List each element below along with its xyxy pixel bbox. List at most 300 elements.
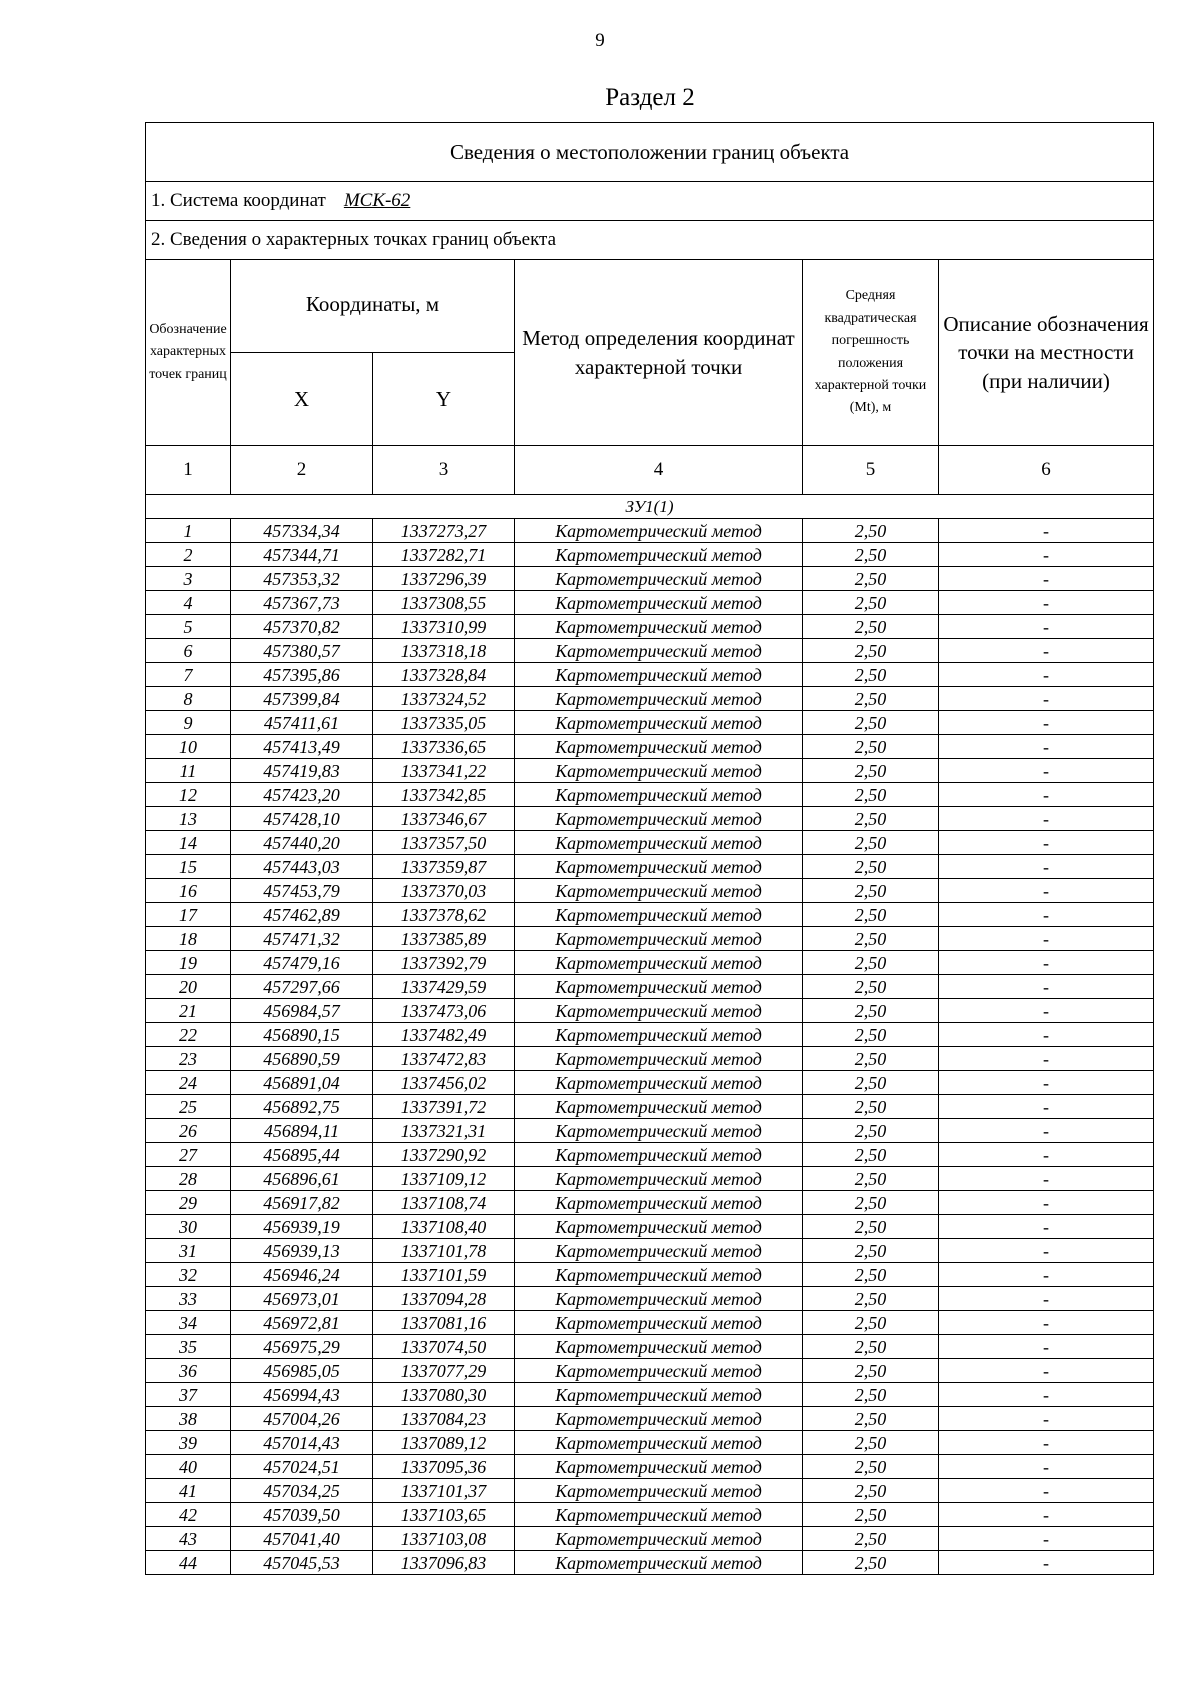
y-coordinate-cell: 1337346,67 [373,807,515,831]
y-coordinate-cell: 1337101,59 [373,1263,515,1287]
y-coordinate-cell: 1337095,36 [373,1455,515,1479]
y-coordinate-cell: 1337429,59 [373,975,515,999]
point-number-cell: 10 [146,735,231,759]
method-cell: Картометрический метод [515,1071,803,1095]
accuracy-cell: 2,50 [803,567,939,591]
x-coordinate-cell: 456895,44 [231,1143,373,1167]
point-number-cell: 34 [146,1311,231,1335]
description-cell: - [939,903,1154,927]
method-cell: Картометрический метод [515,879,803,903]
table-row [146,927,1154,951]
x-coordinate-cell: 457462,89 [231,903,373,927]
header-coordinates: Координаты, м [231,260,515,353]
x-coordinate-cell: 457045,53 [231,1551,373,1575]
description-cell: - [939,783,1154,807]
method-cell: Картометрический метод [515,711,803,735]
method-cell: Картометрический метод [515,1119,803,1143]
point-number-cell: 38 [146,1407,231,1431]
accuracy-cell: 2,50 [803,1167,939,1191]
x-coordinate-cell: 457380,57 [231,639,373,663]
y-coordinate-cell: 1337273,27 [373,519,515,543]
description-cell: - [939,1287,1154,1311]
method-cell: Картометрический метод [515,735,803,759]
point-number-cell: 30 [146,1215,231,1239]
method-cell: Картометрический метод [515,1503,803,1527]
x-coordinate-cell: 457419,83 [231,759,373,783]
page-number: 9 [595,30,605,51]
method-cell: Картометрический метод [515,975,803,999]
point-number-cell: 16 [146,879,231,903]
method-cell: Картометрический метод [515,1407,803,1431]
point-number-cell: 25 [146,1095,231,1119]
table-row [146,759,1154,783]
x-coordinate-cell: 457004,26 [231,1407,373,1431]
accuracy-cell: 2,50 [803,1143,939,1167]
header-accuracy: Средняя квадратическая погрешность положения характерной точки (Mt), м [803,260,939,446]
header-y: Y [373,353,515,446]
method-cell: Картометрический метод [515,1527,803,1551]
point-number-cell: 5 [146,615,231,639]
method-cell: Картометрический метод [515,1287,803,1311]
table-row [146,1479,1154,1503]
coord-system-label: 1. Система координат [151,190,326,211]
accuracy-cell: 2,50 [803,1335,939,1359]
table-row [146,1407,1154,1431]
point-number-cell: 41 [146,1479,231,1503]
method-cell: Картометрический метод [515,1263,803,1287]
table-row [146,639,1154,663]
accuracy-cell: 2,50 [803,1407,939,1431]
y-coordinate-cell: 1337336,65 [373,735,515,759]
table-row [146,1551,1154,1575]
point-number-cell: 37 [146,1383,231,1407]
point-number-cell: 17 [146,903,231,927]
accuracy-cell: 2,50 [803,975,939,999]
method-cell: Картометрический метод [515,855,803,879]
table-row [146,615,1154,639]
column-number: 6 [939,446,1154,495]
accuracy-cell: 2,50 [803,999,939,1023]
table-row [146,783,1154,807]
method-cell: Картометрический метод [515,999,803,1023]
table-row [146,1311,1154,1335]
x-coordinate-cell: 457411,61 [231,711,373,735]
method-cell: Картометрический метод [515,1239,803,1263]
y-coordinate-cell: 1337080,30 [373,1383,515,1407]
table-row [146,1431,1154,1455]
description-cell: - [939,1359,1154,1383]
x-coordinate-cell: 456973,01 [231,1287,373,1311]
x-coordinate-cell: 456896,61 [231,1167,373,1191]
coord-system-row [146,182,1154,221]
y-coordinate-cell: 1337074,50 [373,1335,515,1359]
point-number-cell: 33 [146,1287,231,1311]
accuracy-cell: 2,50 [803,663,939,687]
accuracy-cell: 2,50 [803,711,939,735]
accuracy-cell: 2,50 [803,1239,939,1263]
point-number-cell: 20 [146,975,231,999]
description-cell: - [939,1191,1154,1215]
y-coordinate-cell: 1337482,49 [373,1023,515,1047]
method-cell: Картометрический метод [515,1431,803,1455]
method-cell: Картометрический метод [515,1167,803,1191]
point-number-cell: 43 [146,1527,231,1551]
x-coordinate-cell: 457014,43 [231,1431,373,1455]
description-cell: - [939,1383,1154,1407]
table-row [146,591,1154,615]
description-cell: - [939,1527,1154,1551]
accuracy-cell: 2,50 [803,1095,939,1119]
y-coordinate-cell: 1337318,18 [373,639,515,663]
description-cell: - [939,879,1154,903]
point-number-cell: 7 [146,663,231,687]
accuracy-cell: 2,50 [803,927,939,951]
description-cell: - [939,855,1154,879]
column-number: 1 [146,446,231,495]
description-cell: - [939,1023,1154,1047]
y-coordinate-cell: 1337310,99 [373,615,515,639]
y-coordinate-cell: 1337385,89 [373,927,515,951]
point-number-cell: 19 [146,951,231,975]
description-cell: - [939,1407,1154,1431]
table-row [146,1383,1154,1407]
table-row [146,543,1154,567]
accuracy-cell: 2,50 [803,951,939,975]
header-method: Метод определения координат характерной точки [515,260,803,446]
x-coordinate-cell: 457399,84 [231,687,373,711]
y-coordinate-cell: 1337094,28 [373,1287,515,1311]
method-cell: Картометрический метод [515,831,803,855]
y-coordinate-cell: 1337290,92 [373,1143,515,1167]
x-coordinate-cell: 457344,71 [231,543,373,567]
description-cell: - [939,1167,1154,1191]
y-coordinate-cell: 1337324,52 [373,687,515,711]
boundary-points-table [145,122,1154,1575]
accuracy-cell: 2,50 [803,615,939,639]
description-cell: - [939,687,1154,711]
table-row [146,1527,1154,1551]
method-cell: Картометрический метод [515,1215,803,1239]
y-coordinate-cell: 1337096,83 [373,1551,515,1575]
description-cell: - [939,951,1154,975]
table-row [146,687,1154,711]
accuracy-cell: 2,50 [803,783,939,807]
y-coordinate-cell: 1337296,39 [373,567,515,591]
x-coordinate-cell: 457041,40 [231,1527,373,1551]
accuracy-cell: 2,50 [803,1071,939,1095]
method-cell: Картометрический метод [515,543,803,567]
section-title: Раздел 2 [605,84,695,111]
accuracy-cell: 2,50 [803,735,939,759]
description-cell: - [939,1095,1154,1119]
accuracy-cell: 2,50 [803,1503,939,1527]
x-coordinate-cell: 457395,86 [231,663,373,687]
y-coordinate-cell: 1337077,29 [373,1359,515,1383]
x-coordinate-cell: 456946,24 [231,1263,373,1287]
description-cell: - [939,519,1154,543]
method-cell: Картометрический метод [515,519,803,543]
y-coordinate-cell: 1337335,05 [373,711,515,735]
method-cell: Картометрический метод [515,1047,803,1071]
method-cell: Картометрический метод [515,1311,803,1335]
table-row [146,831,1154,855]
method-cell: Картометрический метод [515,807,803,831]
description-cell: - [939,975,1154,999]
table-row [146,1119,1154,1143]
description-cell: - [939,1071,1154,1095]
x-coordinate-cell: 456985,05 [231,1359,373,1383]
column-number: 3 [373,446,515,495]
table-row [146,1335,1154,1359]
table-row [146,879,1154,903]
table-row [146,807,1154,831]
y-coordinate-cell: 1337081,16 [373,1311,515,1335]
point-number-cell: 29 [146,1191,231,1215]
method-cell: Картометрический метод [515,1191,803,1215]
y-coordinate-cell: 1337108,74 [373,1191,515,1215]
accuracy-cell: 2,50 [803,759,939,783]
y-coordinate-cell: 1337103,65 [373,1503,515,1527]
column-number: 2 [231,446,373,495]
x-coordinate-cell: 457453,79 [231,879,373,903]
x-coordinate-cell: 457039,50 [231,1503,373,1527]
description-cell: - [939,759,1154,783]
method-cell: Картометрический метод [515,1479,803,1503]
description-cell: - [939,1047,1154,1071]
method-cell: Картометрический метод [515,1335,803,1359]
x-coordinate-cell: 457034,25 [231,1479,373,1503]
point-number-cell: 3 [146,567,231,591]
x-coordinate-cell: 457370,82 [231,615,373,639]
accuracy-cell: 2,50 [803,831,939,855]
method-cell: Картометрический метод [515,687,803,711]
table-row [146,567,1154,591]
method-cell: Картометрический метод [515,1095,803,1119]
table-row [146,1455,1154,1479]
description-cell: - [939,711,1154,735]
table-row [146,951,1154,975]
x-coordinate-cell: 456891,04 [231,1071,373,1095]
accuracy-cell: 2,50 [803,1215,939,1239]
x-coordinate-cell: 457297,66 [231,975,373,999]
method-cell: Картометрический метод [515,903,803,927]
point-number-cell: 2 [146,543,231,567]
description-cell: - [939,1311,1154,1335]
y-coordinate-cell: 1337370,03 [373,879,515,903]
description-cell: - [939,567,1154,591]
method-cell: Картометрический метод [515,759,803,783]
y-coordinate-cell: 1337342,85 [373,783,515,807]
y-coordinate-cell: 1337456,02 [373,1071,515,1095]
method-cell: Картометрический метод [515,1023,803,1047]
point-number-cell: 21 [146,999,231,1023]
table-row [146,711,1154,735]
table-row [146,1167,1154,1191]
group-label: ЗУ1(1) [146,495,1154,519]
point-number-cell: 26 [146,1119,231,1143]
x-coordinate-cell: 457367,73 [231,591,373,615]
point-number-cell: 15 [146,855,231,879]
x-coordinate-cell: 456894,11 [231,1119,373,1143]
method-cell: Картометрический метод [515,1143,803,1167]
point-number-cell: 28 [146,1167,231,1191]
point-number-cell: 24 [146,1071,231,1095]
point-number-cell: 6 [146,639,231,663]
table-row [146,855,1154,879]
method-cell: Картометрический метод [515,783,803,807]
description-cell: - [939,1551,1154,1575]
method-cell: Картометрический метод [515,1359,803,1383]
accuracy-cell: 2,50 [803,1527,939,1551]
table-row [146,903,1154,927]
description-cell: - [939,615,1154,639]
method-cell: Картометрический метод [515,639,803,663]
description-cell: - [939,1455,1154,1479]
description-cell: - [939,1215,1154,1239]
x-coordinate-cell: 456892,75 [231,1095,373,1119]
accuracy-cell: 2,50 [803,543,939,567]
description-cell: - [939,1263,1154,1287]
table-row [146,1263,1154,1287]
accuracy-cell: 2,50 [803,1551,939,1575]
method-cell: Картометрический метод [515,591,803,615]
table-title: Сведения о местоположении границ объекта [146,123,1154,182]
description-cell: - [939,1239,1154,1263]
y-coordinate-cell: 1337378,62 [373,903,515,927]
column-number: 5 [803,446,939,495]
y-coordinate-cell: 1337473,06 [373,999,515,1023]
point-number-cell: 44 [146,1551,231,1575]
table-row [146,1215,1154,1239]
x-coordinate-cell: 457479,16 [231,951,373,975]
description-cell: - [939,1143,1154,1167]
accuracy-cell: 2,50 [803,1287,939,1311]
description-cell: - [939,999,1154,1023]
description-cell: - [939,663,1154,687]
point-number-cell: 23 [146,1047,231,1071]
point-number-cell: 40 [146,1455,231,1479]
table-row [146,1095,1154,1119]
table-row [146,1359,1154,1383]
point-number-cell: 13 [146,807,231,831]
y-coordinate-cell: 1337391,72 [373,1095,515,1119]
point-number-cell: 11 [146,759,231,783]
y-coordinate-cell: 1337341,22 [373,759,515,783]
description-cell: - [939,1503,1154,1527]
accuracy-cell: 2,50 [803,1359,939,1383]
y-coordinate-cell: 1337084,23 [373,1407,515,1431]
accuracy-cell: 2,50 [803,687,939,711]
header-designation: Обозначение характерных точек границ [146,260,231,446]
point-number-cell: 1 [146,519,231,543]
points-table-body [146,519,1154,1575]
table-row [146,1287,1154,1311]
table-row [146,1503,1154,1527]
x-coordinate-cell: 457024,51 [231,1455,373,1479]
table-row [146,999,1154,1023]
point-number-cell: 31 [146,1239,231,1263]
column-number: 4 [515,446,803,495]
x-coordinate-cell: 456972,81 [231,1311,373,1335]
method-cell: Картометрический метод [515,927,803,951]
accuracy-cell: 2,50 [803,903,939,927]
method-cell: Картометрический метод [515,951,803,975]
x-coordinate-cell: 457413,49 [231,735,373,759]
table-row [146,1047,1154,1071]
table-row [146,519,1154,543]
point-number-cell: 9 [146,711,231,735]
description-cell: - [939,639,1154,663]
accuracy-cell: 2,50 [803,1191,939,1215]
x-coordinate-cell: 457443,03 [231,855,373,879]
points-section-label: 2. Сведения о характерных точках границ объекта [146,221,1154,260]
column-numbers-row [146,446,1154,495]
description-cell: - [939,1479,1154,1503]
y-coordinate-cell: 1337282,71 [373,543,515,567]
x-coordinate-cell: 456984,57 [231,999,373,1023]
accuracy-cell: 2,50 [803,519,939,543]
table-row [146,735,1154,759]
description-cell: - [939,1335,1154,1359]
table-row [146,975,1154,999]
y-coordinate-cell: 1337103,08 [373,1527,515,1551]
table-row [146,1239,1154,1263]
x-coordinate-cell: 457471,32 [231,927,373,951]
accuracy-cell: 2,50 [803,1455,939,1479]
method-cell: Картометрический метод [515,615,803,639]
method-cell: Картометрический метод [515,663,803,687]
y-coordinate-cell: 1337321,31 [373,1119,515,1143]
description-cell: - [939,735,1154,759]
x-coordinate-cell: 456917,82 [231,1191,373,1215]
point-number-cell: 8 [146,687,231,711]
point-number-cell: 22 [146,1023,231,1047]
x-coordinate-cell: 457334,34 [231,519,373,543]
y-coordinate-cell: 1337101,78 [373,1239,515,1263]
table-row [146,1143,1154,1167]
description-cell: - [939,927,1154,951]
x-coordinate-cell: 456939,19 [231,1215,373,1239]
point-number-cell: 4 [146,591,231,615]
method-cell: Картометрический метод [515,1383,803,1407]
y-coordinate-cell: 1337392,79 [373,951,515,975]
point-number-cell: 39 [146,1431,231,1455]
y-coordinate-cell: 1337328,84 [373,663,515,687]
x-coordinate-cell: 456939,13 [231,1239,373,1263]
point-number-cell: 36 [146,1359,231,1383]
method-cell: Картометрический метод [515,1455,803,1479]
accuracy-cell: 2,50 [803,1023,939,1047]
description-cell: - [939,831,1154,855]
table-row [146,1071,1154,1095]
accuracy-cell: 2,50 [803,1311,939,1335]
header-description: Описание обозначения точки на местности (при наличии) [939,260,1154,446]
table-row [146,663,1154,687]
point-number-cell: 42 [146,1503,231,1527]
y-coordinate-cell: 1337472,83 [373,1047,515,1071]
coord-system-value: МСК-62 [343,190,411,211]
y-coordinate-cell: 1337357,50 [373,831,515,855]
x-coordinate-cell: 457353,32 [231,567,373,591]
method-cell: Картометрический метод [515,1551,803,1575]
accuracy-cell: 2,50 [803,1263,939,1287]
accuracy-cell: 2,50 [803,1431,939,1455]
x-coordinate-cell: 456890,15 [231,1023,373,1047]
accuracy-cell: 2,50 [803,639,939,663]
accuracy-cell: 2,50 [803,855,939,879]
x-coordinate-cell: 457423,20 [231,783,373,807]
accuracy-cell: 2,50 [803,1479,939,1503]
